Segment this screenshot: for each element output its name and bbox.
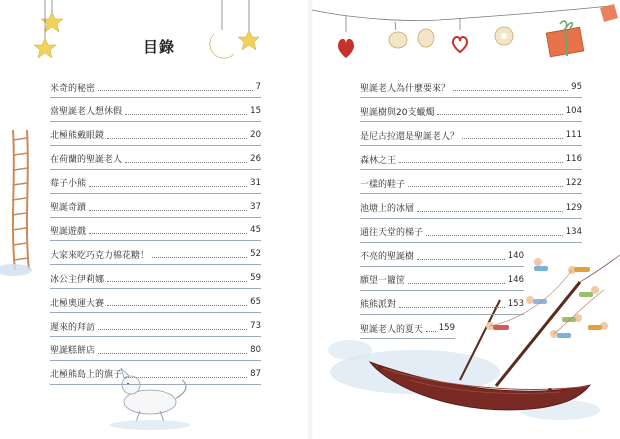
toc-entry[interactable]: [360, 273, 524, 287]
toc-leader-dots: [107, 280, 247, 282]
toc-separator-line: [50, 97, 261, 98]
toc-entry-title: 當聖誕老人想休假: [50, 107, 123, 118]
toc-entry[interactable]: [50, 128, 261, 142]
toc-entry[interactable]: [360, 225, 582, 239]
toc-entry-page-number: 116: [565, 154, 582, 165]
toc-entry-page-number: 140: [507, 250, 524, 261]
toc-separator-line: [50, 384, 261, 385]
toc-leader-dots: [98, 89, 253, 91]
right-illustrations: [310, 0, 620, 439]
toc-entry[interactable]: [360, 249, 524, 263]
toc-separator-line: [50, 145, 261, 146]
cookie-ornament-icon: [389, 32, 407, 48]
toc-entry-page-number: 146: [507, 274, 524, 285]
toc-separator-line: [360, 242, 582, 243]
toc-entry-page-number: 20: [250, 129, 261, 140]
toc-separator-line: [360, 121, 582, 122]
toc-entry[interactable]: [50, 343, 261, 357]
toc-entry[interactable]: [50, 104, 261, 118]
toc-leader-dots: [408, 185, 563, 187]
toc-separator-line: [360, 97, 582, 98]
toc-separator-line: [50, 121, 261, 122]
toc-separator-line: [50, 288, 261, 289]
toc-entry-title: 冰公主伊莉娜: [50, 274, 105, 285]
toc-entry[interactable]: [50, 152, 261, 166]
gift-box-icon: [546, 21, 584, 57]
toc-separator-line: [360, 314, 524, 315]
toc-leader-dots: [89, 185, 247, 187]
hanging-star-1-icon: [41, 0, 63, 32]
toc-entry-page-number: 95: [571, 82, 582, 92]
toc-entry-title: 聖誕老人的夏天: [360, 324, 424, 335]
toc-entry[interactable]: [50, 367, 261, 381]
toc-entry[interactable]: [50, 295, 261, 309]
toc-entry-title: 大家來吃巧克力棉花糖！: [50, 250, 150, 261]
toc-entry-page-number: 87: [250, 368, 261, 379]
toc-leader-dots: [125, 113, 247, 115]
toc-entry-page-number: 134: [565, 226, 582, 237]
toc-entry-title: 聖誕樹與20支蠟燭: [360, 107, 435, 118]
toc-entry-page-number: 45: [250, 225, 261, 236]
toc-separator-line: [50, 336, 261, 337]
toc-leader-dots: [152, 256, 247, 258]
toc-entry-title: 聖誕奇蹟: [50, 203, 87, 213]
toc-entry[interactable]: [360, 176, 582, 190]
toc-entry-page-number: 73: [250, 321, 261, 331]
toc-entry-title: 聖誕遊戲: [50, 226, 87, 237]
toc-entry[interactable]: [50, 319, 261, 333]
page-title: 目錄: [143, 38, 176, 56]
toc-entry[interactable]: [360, 201, 582, 215]
toc-leader-dots: [399, 306, 505, 308]
toc-entry[interactable]: [360, 297, 524, 311]
toc-leader-dots: [89, 232, 247, 234]
toc-leader-dots: [426, 330, 436, 332]
toc-separator-line: [50, 312, 261, 313]
toc-entry[interactable]: [360, 104, 582, 118]
cookie-ornament-icon: [418, 29, 434, 47]
hanging-star-2-icon: [34, 0, 56, 58]
toc-entry-title: 北極熊戴眼鏡: [50, 131, 105, 142]
toc-leader-dots: [408, 282, 505, 284]
toc-leader-dots: [426, 234, 563, 236]
toc-entry-title: 在荷蘭的聖誕老人: [50, 155, 123, 166]
toc-entry-title: 不亮的聖誕樹: [360, 252, 415, 263]
toc-leader-dots: [107, 304, 247, 306]
toc-separator-line: [360, 145, 582, 146]
toc-entry[interactable]: [360, 321, 455, 335]
toc-separator-line: [50, 264, 261, 265]
toc-entry[interactable]: [360, 152, 582, 166]
toc-separator-line: [360, 169, 582, 170]
toc-entry[interactable]: [50, 223, 261, 237]
toc-separator-line: [360, 218, 582, 219]
toc-entry[interactable]: [50, 247, 261, 261]
toc-entry-title: 願望一籮筐: [360, 276, 406, 287]
garland-illustration: [312, 4, 618, 58]
toc-separator-line: [50, 240, 261, 241]
toc-entry-title: 是尼古拉還是聖誕老人？: [360, 131, 460, 142]
toc-entry-page-number: 104: [565, 106, 582, 117]
toc-separator-line: [50, 169, 261, 170]
toc-entry-page-number: 59: [250, 273, 261, 284]
heart-ring-ornament-icon: [453, 37, 467, 52]
toc-entry[interactable]: [50, 176, 261, 190]
toc-leader-dots: [462, 137, 563, 139]
toc-entry-page-number: 159: [438, 323, 455, 333]
toc-separator-line: [50, 217, 261, 218]
toc-entry-page-number: 65: [250, 297, 261, 308]
toc-leader-dots: [399, 161, 563, 163]
toc-entry-title: 聖誕糕餅店: [50, 346, 96, 357]
toc-entry[interactable]: [50, 80, 261, 94]
toc-separator-line: [50, 193, 261, 194]
toc-entry[interactable]: [50, 271, 261, 285]
toc-entry-page-number: 15: [250, 105, 261, 116]
toc-entry[interactable]: [360, 80, 582, 94]
toc-separator-line: [360, 266, 524, 267]
toc-leader-dots: [98, 328, 247, 330]
toc-entry-page-number: 129: [565, 202, 582, 213]
toc-entry-title: 森林之王: [360, 155, 397, 166]
toc-entry-title: 莓子小熊: [50, 179, 87, 190]
toc-entry-title: 遲來的拜訪: [50, 322, 96, 333]
toc-entry-title: 通往天堂的梯子: [360, 228, 424, 239]
toc-entry-page-number: 153: [507, 298, 524, 309]
toc-entry-title: 北極熊島上的旗子: [50, 370, 123, 381]
heart-ornament-icon: [338, 39, 354, 58]
toc-leader-dots: [417, 210, 563, 212]
toc-entry-title: 聖誕老人為什麼要來？: [360, 83, 451, 94]
toc-entry-page-number: 80: [250, 344, 261, 355]
toc-leader-dots: [125, 161, 247, 163]
toc-entry-page-number: 7: [255, 82, 261, 92]
toc-entry-page-number: 122: [565, 178, 582, 189]
right-page: [310, 0, 620, 439]
toc-entry-title: 米奇的秘密: [50, 83, 96, 94]
toc-entry-title: 池塘上的冰層: [360, 204, 415, 214]
toc-entry-page-number: 111: [565, 130, 582, 141]
toc-separator-line: [360, 338, 455, 339]
toc-separator-line: [50, 360, 261, 361]
toc-leader-dots: [437, 113, 562, 115]
toc-entry-page-number: 31: [250, 177, 261, 188]
toc-entry[interactable]: [360, 128, 582, 142]
toc-entry[interactable]: [50, 200, 261, 214]
toc-separator-line: [360, 193, 582, 194]
hanging-star-3-icon: [238, 0, 259, 50]
ladder-illustration: [0, 130, 32, 276]
toc-entry-title: 熊熊派對: [360, 300, 397, 311]
toc-leader-dots: [98, 352, 247, 354]
toc-entry-page-number: 52: [250, 249, 261, 260]
toc-leader-dots: [417, 258, 505, 260]
toc-entry-title: 北極奧運大賽: [50, 298, 105, 309]
toc-entry-title: 一樣的鞋子: [360, 179, 406, 190]
toc-separator-line: [360, 290, 524, 291]
toc-leader-dots: [107, 137, 247, 139]
toc-leader-dots: [453, 89, 568, 91]
toc-entry-page-number: 26: [250, 153, 261, 164]
hanging-moon-icon: [210, 0, 234, 58]
toc-leader-dots: [89, 209, 247, 211]
toc-leader-dots: [125, 376, 247, 378]
toc-entry-page-number: 37: [250, 201, 261, 212]
